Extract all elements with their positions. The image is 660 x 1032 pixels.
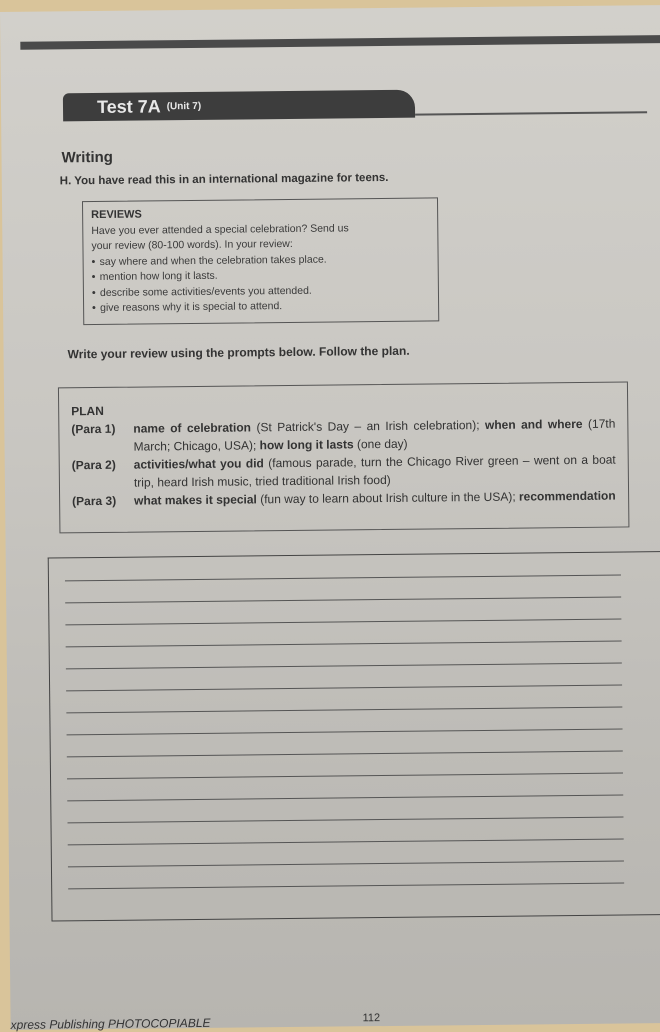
- para-text: what makes it special (fun way to learn about Irish culture in the USA); recommendation: [134, 488, 616, 508]
- plan-para-1: [71, 415, 615, 457]
- para-label: (Para 1): [71, 421, 116, 437]
- writing-line: [68, 839, 624, 846]
- footer-publisher: xpress Publishing PHOTOCOPIABLE: [10, 1015, 211, 1032]
- reviews-intro-line-1: Have you ever attended a special celebration? Send us: [91, 221, 349, 237]
- reviews-bullet-list: [92, 251, 431, 317]
- test-banner: [63, 90, 415, 122]
- writing-line: [67, 795, 623, 802]
- list-item: • give reasons why it is special to attend.: [92, 298, 430, 317]
- writing-line: [67, 751, 623, 758]
- unit-label: (Unit 7): [166, 100, 202, 112]
- reviews-intro-line-2: your review (80-100 words). In your review:: [91, 237, 293, 253]
- writing-line: [65, 575, 621, 582]
- writing-area[interactable]: [48, 551, 660, 921]
- reviews-box: [82, 197, 439, 325]
- writing-line: [68, 861, 624, 868]
- list-item: • say where and when the celebration takes place.: [92, 251, 430, 270]
- writing-line: [66, 641, 622, 648]
- section-heading: Writing: [61, 148, 114, 167]
- writing-line: [65, 597, 621, 604]
- writing-line: [68, 883, 624, 890]
- writing-line: [66, 663, 622, 670]
- list-item: • mention how long it lasts.: [92, 267, 430, 286]
- banner-divider: [415, 111, 647, 115]
- para-text: activities/what you did (famous parade, turn the Chicago River green – went on a boat trip, heard Irish music, tried traditional Irish food): [133, 452, 616, 490]
- plan-box: [58, 381, 629, 533]
- writing-line: [66, 707, 622, 714]
- plan-para-2: [72, 451, 616, 493]
- para-text: name of celebration (St Patrick's Day – an Irish celebration); when and where (17th March; Chicago, USA); how long it lasts (one day): [133, 416, 616, 454]
- write-instruction: Write your review using the prompts below. Follow the plan.: [67, 343, 410, 362]
- list-item: • describe some activities/events you attended.: [92, 282, 430, 301]
- writing-line: [65, 619, 621, 626]
- writing-line: [67, 729, 623, 736]
- reviews-heading: REVIEWS: [91, 208, 142, 222]
- page-number: 112: [362, 1012, 381, 1025]
- writing-line: [66, 685, 622, 692]
- plan-heading: PLAN: [71, 403, 104, 419]
- test-title: Test 7A: [96, 95, 161, 117]
- para-label: (Para 3): [72, 493, 117, 509]
- writing-line: [67, 817, 623, 824]
- para-label: (Para 2): [71, 457, 116, 473]
- writing-line: [67, 773, 623, 780]
- top-rule: [20, 35, 660, 50]
- worksheet-page: [0, 5, 660, 1030]
- task-instruction: H. You have read this in an international magazine for teens.: [59, 171, 389, 188]
